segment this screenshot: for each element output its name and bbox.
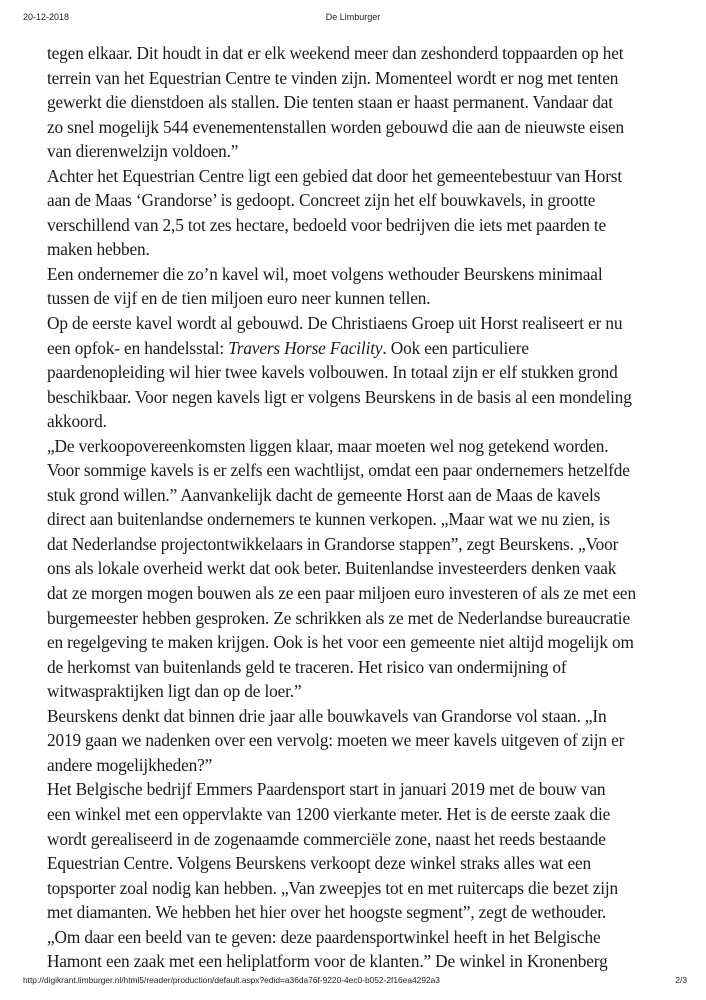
article-line: dat Nederlandse projectontwikkelaars in Grandorse stappen”, zegt Beurskens. „Voor	[47, 533, 619, 554]
page-indicator: 2/3	[675, 975, 687, 985]
article-line: aan de Maas ‘Grandorse’ is gedoopt. Concreet zijn het elf bouwkavels, in grootte	[47, 190, 596, 211]
article-body	[47, 41, 687, 974]
article-line: de herkomst van buitenlands geld te traceren. Het risico van ondermijning of	[47, 656, 567, 677]
article-line: direct aan buitenlandse ondernemers te kunnen verkopen. „Maar wat we nu zien, is	[47, 509, 611, 530]
article-line: topsporter zoal nodig kan hebben. „Van zweepjes tot en met ruitercaps die bezet zijn	[47, 877, 619, 898]
article-line: zo snel mogelijk 544 evenementenstallen worden gebouwd die aan de nieuwste eisen	[47, 116, 624, 137]
article-line: dat ze morgen mogen bouwen als ze een paar miljoen euro investeren of als ze met een	[47, 583, 636, 604]
article-line: wordt gerealiseerd in de zogenaamde commerciële zone, naast het reeds bestaande	[47, 828, 606, 849]
article-line: gewerkt die dienstdoen als stallen. Die tenten staan er haast permanent. Vandaar dat	[47, 92, 613, 113]
article-line: een winkel met een oppervlakte van 1200 vierkante meter. Het is de eerste zaak die	[47, 803, 611, 824]
article-line: Equestrian Centre. Volgens Beurskens verkoopt deze winkel straks alles wat een	[47, 853, 591, 874]
article-line: met diamanten. We hebben het hier over het hoogste segment”, zegt de wethouder.	[47, 902, 607, 923]
article-line: stuk grond willen.” Aanvankelijk dacht de gemeente Horst aan de Maas de kavels	[47, 484, 601, 505]
article-line: tussen de vijf en de tien miljoen euro neer kunnen tellen.	[47, 288, 431, 309]
article-line: beschikbaar. Voor negen kavels ligt er volgens Beurskens in de basis al een mondeling	[47, 386, 632, 407]
article-line: paardenopleiding wil hier twee kavels volbouwen. In totaal zijn er elf stukken grond	[47, 362, 618, 383]
article-line: tegen elkaar. Dit houdt in dat er elk weekend meer dan zeshonderd toppaarden op het	[47, 43, 624, 63]
article-line-with-italic	[47, 336, 683, 361]
article-line: Hamont een zaak met een heliplatform voor de klanten.” De winkel in Kronenberg	[47, 951, 608, 972]
article-line: burgemeester hebben gesproken. Ze schrikken als ze met de Nederlandse bureaucratie	[47, 607, 630, 628]
article-line: Het Belgische bedrijf Emmers Paardensport start in januari 2019 met de bouw van	[47, 779, 606, 800]
article-line: Achter het Equestrian Centre ligt een gebied dat door het gemeentebestuur van Horst	[47, 165, 623, 186]
article-line: „Om daar een beeld van te geven: deze paardensportwinkel heeft in het Belgische	[47, 926, 601, 947]
article-line: van dierenwelzijn voldoen.”	[47, 141, 239, 162]
article-line: en regelgeving te maken krijgen. Ook is het voor een gemeente niet altijd mogelijk om	[47, 632, 634, 653]
line-text: . Ook een particuliere	[382, 337, 529, 358]
article-line: 2019 gaan we nadenken over een vervolg: moeten we meer kavels uitgeven of zijn er	[47, 730, 625, 751]
page-url: http://digikrant.limburger.nl/html5/reader/production/default.aspx?edid=a36da76f-9220-4ec0-b052-2f16ea4292a3	[23, 975, 440, 985]
article-line: Voor sommige kavels is er zelfs een wachtlijst, omdat een paar ondernemers hetzelfde	[47, 460, 630, 481]
article-line: ons als lokale overheid werkt dat ook beter. Buitenlandse investeerders denken vaak	[47, 558, 617, 579]
article-line: Een ondernemer die zo’n kavel wil, moet volgens wethouder Beurskens minimaal	[47, 263, 603, 284]
article-line: terrein van het Equestrian Centre te vinden zijn. Momenteel wordt er nog met tenten	[47, 67, 619, 88]
article-line: „De verkoopovereenkomsten liggen klaar, maar moeten wel nog getekend worden.	[47, 435, 609, 456]
article-line: andere mogelijkheden?”	[47, 754, 213, 775]
print-header	[0, 12, 706, 26]
line-text: een opfok- en handelsstal:	[47, 337, 229, 358]
print-date: 20-12-2018	[23, 12, 70, 22]
print-footer	[0, 975, 706, 989]
article-line: Beurskens denkt dat binnen drie jaar alle bouwkavels van Grandorse vol staan. „In	[47, 705, 607, 726]
facility-name-italic: Travers Horse Facility	[228, 337, 383, 358]
article-line: verschillend van 2,5 tot zes hectare, bedoeld voor bedrijven die iets met paarden te	[47, 214, 607, 235]
article-line: Op de eerste kavel wordt al gebouwd. De Christiaens Groep uit Horst realiseert er nu	[47, 313, 623, 334]
document-title: De Limburger	[325, 12, 381, 22]
article-line: akkoord.	[47, 411, 107, 432]
article-line: maken hebben.	[47, 239, 150, 260]
article-line: witwaspraktijken ligt dan op de loer.”	[47, 681, 302, 702]
